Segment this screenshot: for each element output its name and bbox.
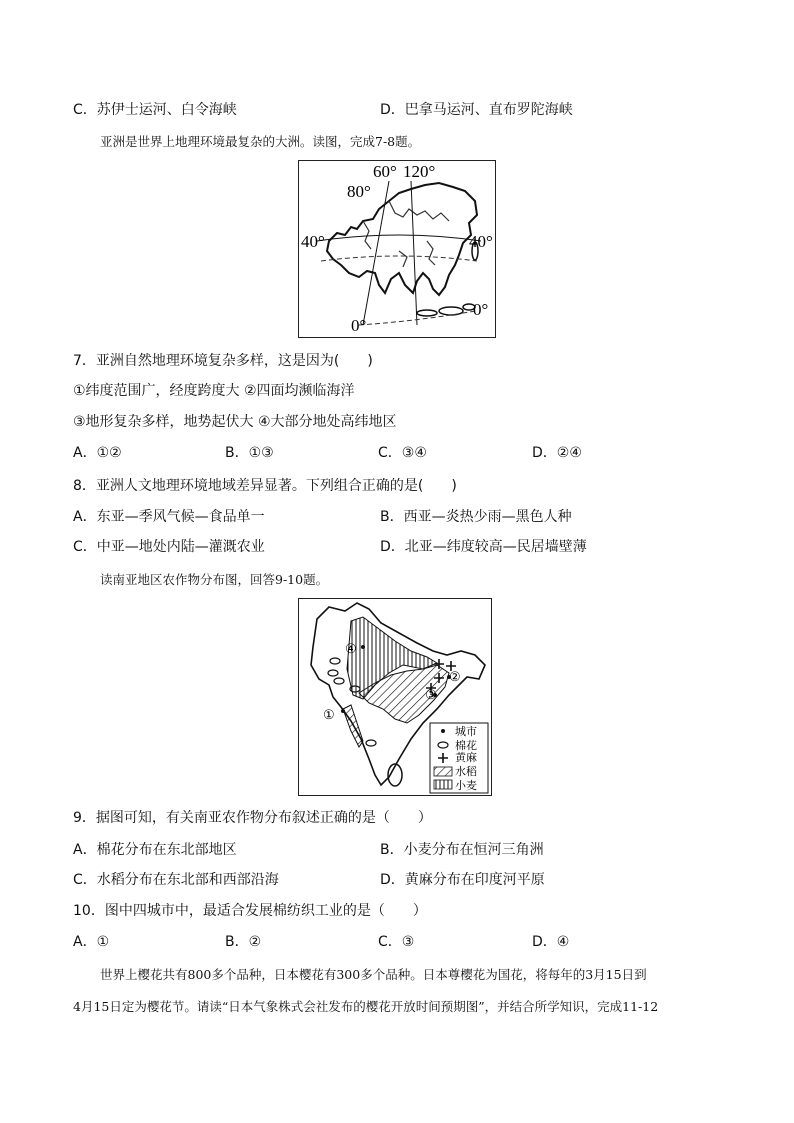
q6-option-c: C．苏伊士运河、白令海峡 [73, 102, 237, 118]
city-marker-2: ② [449, 669, 461, 684]
lon-120-label: 120° [403, 162, 436, 181]
lon-80-label: 80° [347, 182, 371, 201]
legend-cotton: 棉花 [455, 740, 477, 752]
q7-choices-2: ③地形复杂多样，地势起伏大 ④大部分地处高纬地区 [73, 414, 397, 430]
city-marker-1: ① [323, 707, 335, 722]
intro-11-12-line2: 4月15日定为樱花节。请读“日本气象株式会社发布的樱花开放时间预期图”，并结合所学知识，完成11-12 [73, 999, 659, 1014]
q7-stem: 7．亚洲自然地理环境复杂多样，这是因为( ) [73, 353, 373, 369]
q9-option-a: A．棉花分布在东北部地区 [73, 842, 237, 858]
legend-wheat: 小麦 [455, 780, 477, 792]
q7-choices-1: ①纬度范围广，经度跨度大 ②四面均濒临海洋 [73, 383, 355, 399]
lat-0-left-label: 0° [351, 316, 367, 335]
q10-option-c: C．③ [378, 934, 415, 950]
q9-stem: 9．据图可知，有关南亚农作物分布叙述正确的是（ ） [73, 810, 432, 826]
q10-option-b: B．② [225, 934, 262, 950]
south-asia-crop-map [298, 598, 492, 796]
legend-rice: 水稻 [455, 766, 477, 778]
intro-11-12-line1: 世界上樱花共有800多个品种，日本樱花有300多个品种。日本尊樱花为国花，将每年的3月15日到 [100, 967, 647, 982]
legend-rice-symbol [434, 767, 452, 776]
q10-option-a: A．① [73, 934, 110, 950]
q8-option-a: A．东亚—季风气候—食品单一 [73, 509, 265, 525]
legend-jute: 黄麻 [455, 752, 477, 764]
q8-option-b: B．西亚—炎热少雨—黑色人种 [380, 509, 572, 525]
lon-60-label: 60° [373, 162, 397, 181]
city-marker-4: ④ [345, 641, 357, 656]
q9-option-b: B．小麦分布在恒河三角洲 [380, 842, 544, 858]
lat-0-right-label: 0° [473, 300, 489, 319]
q7-option-b: B．①③ [225, 445, 274, 461]
asia-map-drawing [299, 161, 495, 337]
asia-map [298, 160, 496, 338]
intro-7-8: 亚洲是世界上地理环境最复杂的大洲。读图，完成7-8题。 [100, 134, 421, 149]
q8-stem: 8．亚洲人文地理环境地域差异显著。下列组合正确的是( ) [73, 478, 457, 494]
city-marker-3: ③ [425, 687, 437, 702]
lat-40-right-label: 40° [469, 232, 493, 251]
legend-city: 城市 [455, 726, 477, 738]
intro-9-10: 读南亚地区农作物分布图，回答9-10题。 [100, 572, 329, 587]
q6-option-d: D．巴拿马运河、直布罗陀海峡 [380, 102, 573, 118]
q9-option-d: D．黄麻分布在印度河平原 [380, 872, 545, 888]
q8-option-c: C．中亚—地处内陆—灌溉农业 [73, 539, 265, 555]
legend-wheat-symbol [434, 780, 452, 789]
q7-option-d: D．②④ [532, 445, 582, 461]
q8-option-d: D．北亚—纬度较高—民居墙壁薄 [380, 539, 587, 555]
q10-option-d: D．④ [532, 934, 570, 950]
q9-option-c: C．水稻分布在东北部和西部沿海 [73, 872, 279, 888]
south-asia-map-drawing [299, 599, 491, 795]
q7-option-c: C．③④ [378, 445, 427, 461]
q7-option-a: A．①② [73, 445, 122, 461]
lat-40-left-label: 40° [301, 232, 325, 251]
legend-city-symbol [441, 729, 445, 733]
q10-stem: 10．图中四城市中，最适合发展棉纺织工业的是（ ） [73, 903, 427, 919]
